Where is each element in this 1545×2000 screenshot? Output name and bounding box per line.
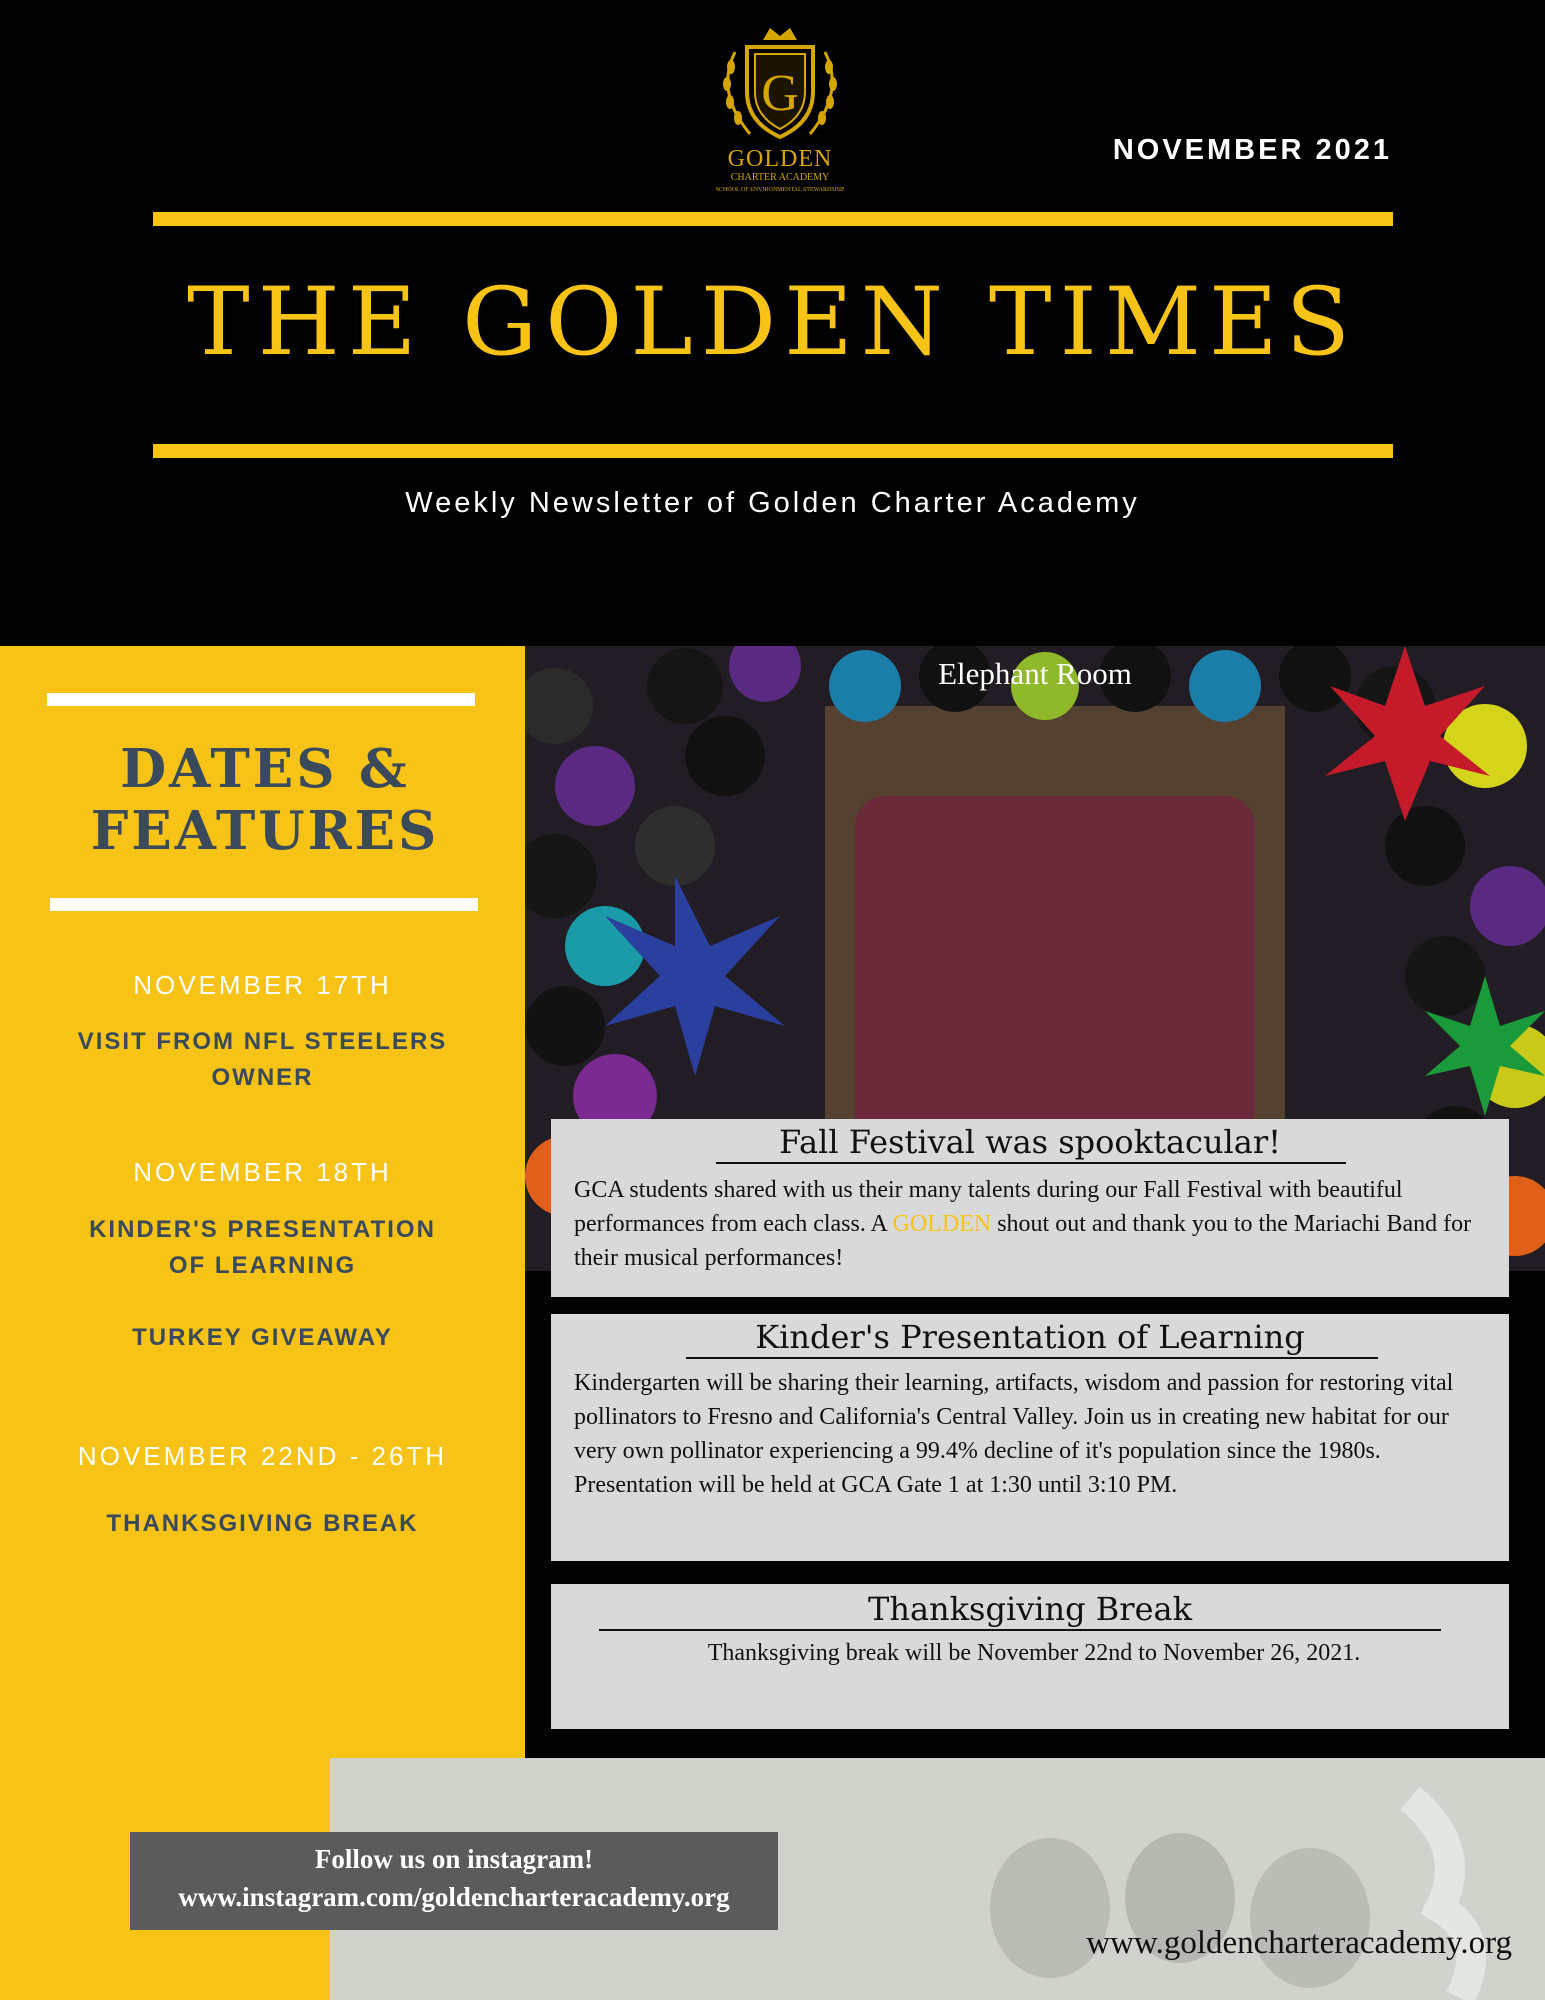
- event-date: NOVEMBER 17TH: [133, 970, 392, 1000]
- crest-icon: [675, 22, 885, 147]
- title-underline: [716, 1162, 1346, 1164]
- article-body: Kindergarten will be sharing their learning, artifacts, wisdom and passion for restoring vital pollinators to Fresno and California's Central Valley. Join us in creating new habitat for our very own pollinator experiencing a 99.4% decline of it's population since the 1980s. Presentation will be held at GCA Gate 1 at 1:30 until 3:10 PM.: [574, 1370, 1454, 1498]
- logo-subtitle: CHARTER ACADEMY: [730, 172, 830, 183]
- article-kinder-presentation: [551, 1314, 1509, 1561]
- event-item: KINDER'S PRESENTATION: [89, 1216, 436, 1243]
- article-thanksgiving-break: [551, 1584, 1509, 1729]
- article-body-text: shout out and thank you to the Mariachi Band for their musical performances!: [574, 1211, 1472, 1271]
- article-fall-festival: [551, 1119, 1509, 1297]
- article-body: Thanksgiving break will be November 22nd to November 26, 2021.: [707, 1640, 1361, 1666]
- sidebar-divider-top: [47, 693, 475, 706]
- title-underline: [599, 1629, 1441, 1631]
- school-logo: [675, 22, 885, 197]
- sidebar-title-line2: FEATURES: [90, 800, 440, 862]
- article-title: Thanksgiving Break: [868, 1590, 1192, 1628]
- event-item: OWNER: [211, 1064, 314, 1091]
- newsletter-tagline: Weekly Newsletter of Golden Charter Academy: [405, 487, 1140, 519]
- sidebar-divider-bottom: [50, 898, 478, 911]
- article-body-text: GCA students shared with us their many talents during our Fall Festival with beautiful performances from each class. A: [574, 1177, 1403, 1237]
- svg-text:G: G: [761, 65, 799, 122]
- logo-name: GOLDEN: [727, 146, 833, 172]
- title-underline: [686, 1357, 1378, 1359]
- article-title: Kinder's Presentation of Learning: [755, 1318, 1305, 1356]
- newsletter-header: [0, 0, 1545, 646]
- instagram-callout: [130, 1832, 778, 1930]
- event-item: VISIT FROM NFL STEELERS: [77, 1028, 448, 1055]
- logo-tagline: SCHOOL OF ENVIRONMENTAL STEWARDSHIP: [715, 187, 845, 193]
- event-date: NOVEMBER 18TH: [133, 1157, 392, 1187]
- event-date: NOVEMBER 22ND - 26TH: [77, 1441, 448, 1471]
- divider-top: [153, 212, 1393, 226]
- instagram-link[interactable]: www.instagram.com/goldencharteracademy.org: [178, 1882, 730, 1912]
- photo-caption: Elephant Room: [938, 656, 1132, 691]
- divider-bottom: [153, 444, 1393, 458]
- golden-highlight: GOLDEN: [892, 1211, 992, 1237]
- sidebar-title: [60, 738, 470, 862]
- article-body: [574, 1173, 1494, 1275]
- article-title: Fall Festival was spooktacular!: [778, 1123, 1282, 1161]
- event-item: OF LEARNING: [168, 1252, 357, 1279]
- sidebar-title-line1: DATES &: [120, 738, 410, 800]
- event-item: TURKEY GIVEAWAY: [132, 1324, 393, 1351]
- event-item: THANKSGIVING BREAK: [106, 1510, 419, 1537]
- issue-date: NOVEMBER 2021: [1112, 134, 1392, 166]
- instagram-heading: Follow us on instagram!: [314, 1844, 594, 1874]
- website-link[interactable]: www.goldencharteracademy.org: [1086, 1925, 1512, 1961]
- newsletter-title: THE GOLDEN TIMES: [187, 268, 1358, 377]
